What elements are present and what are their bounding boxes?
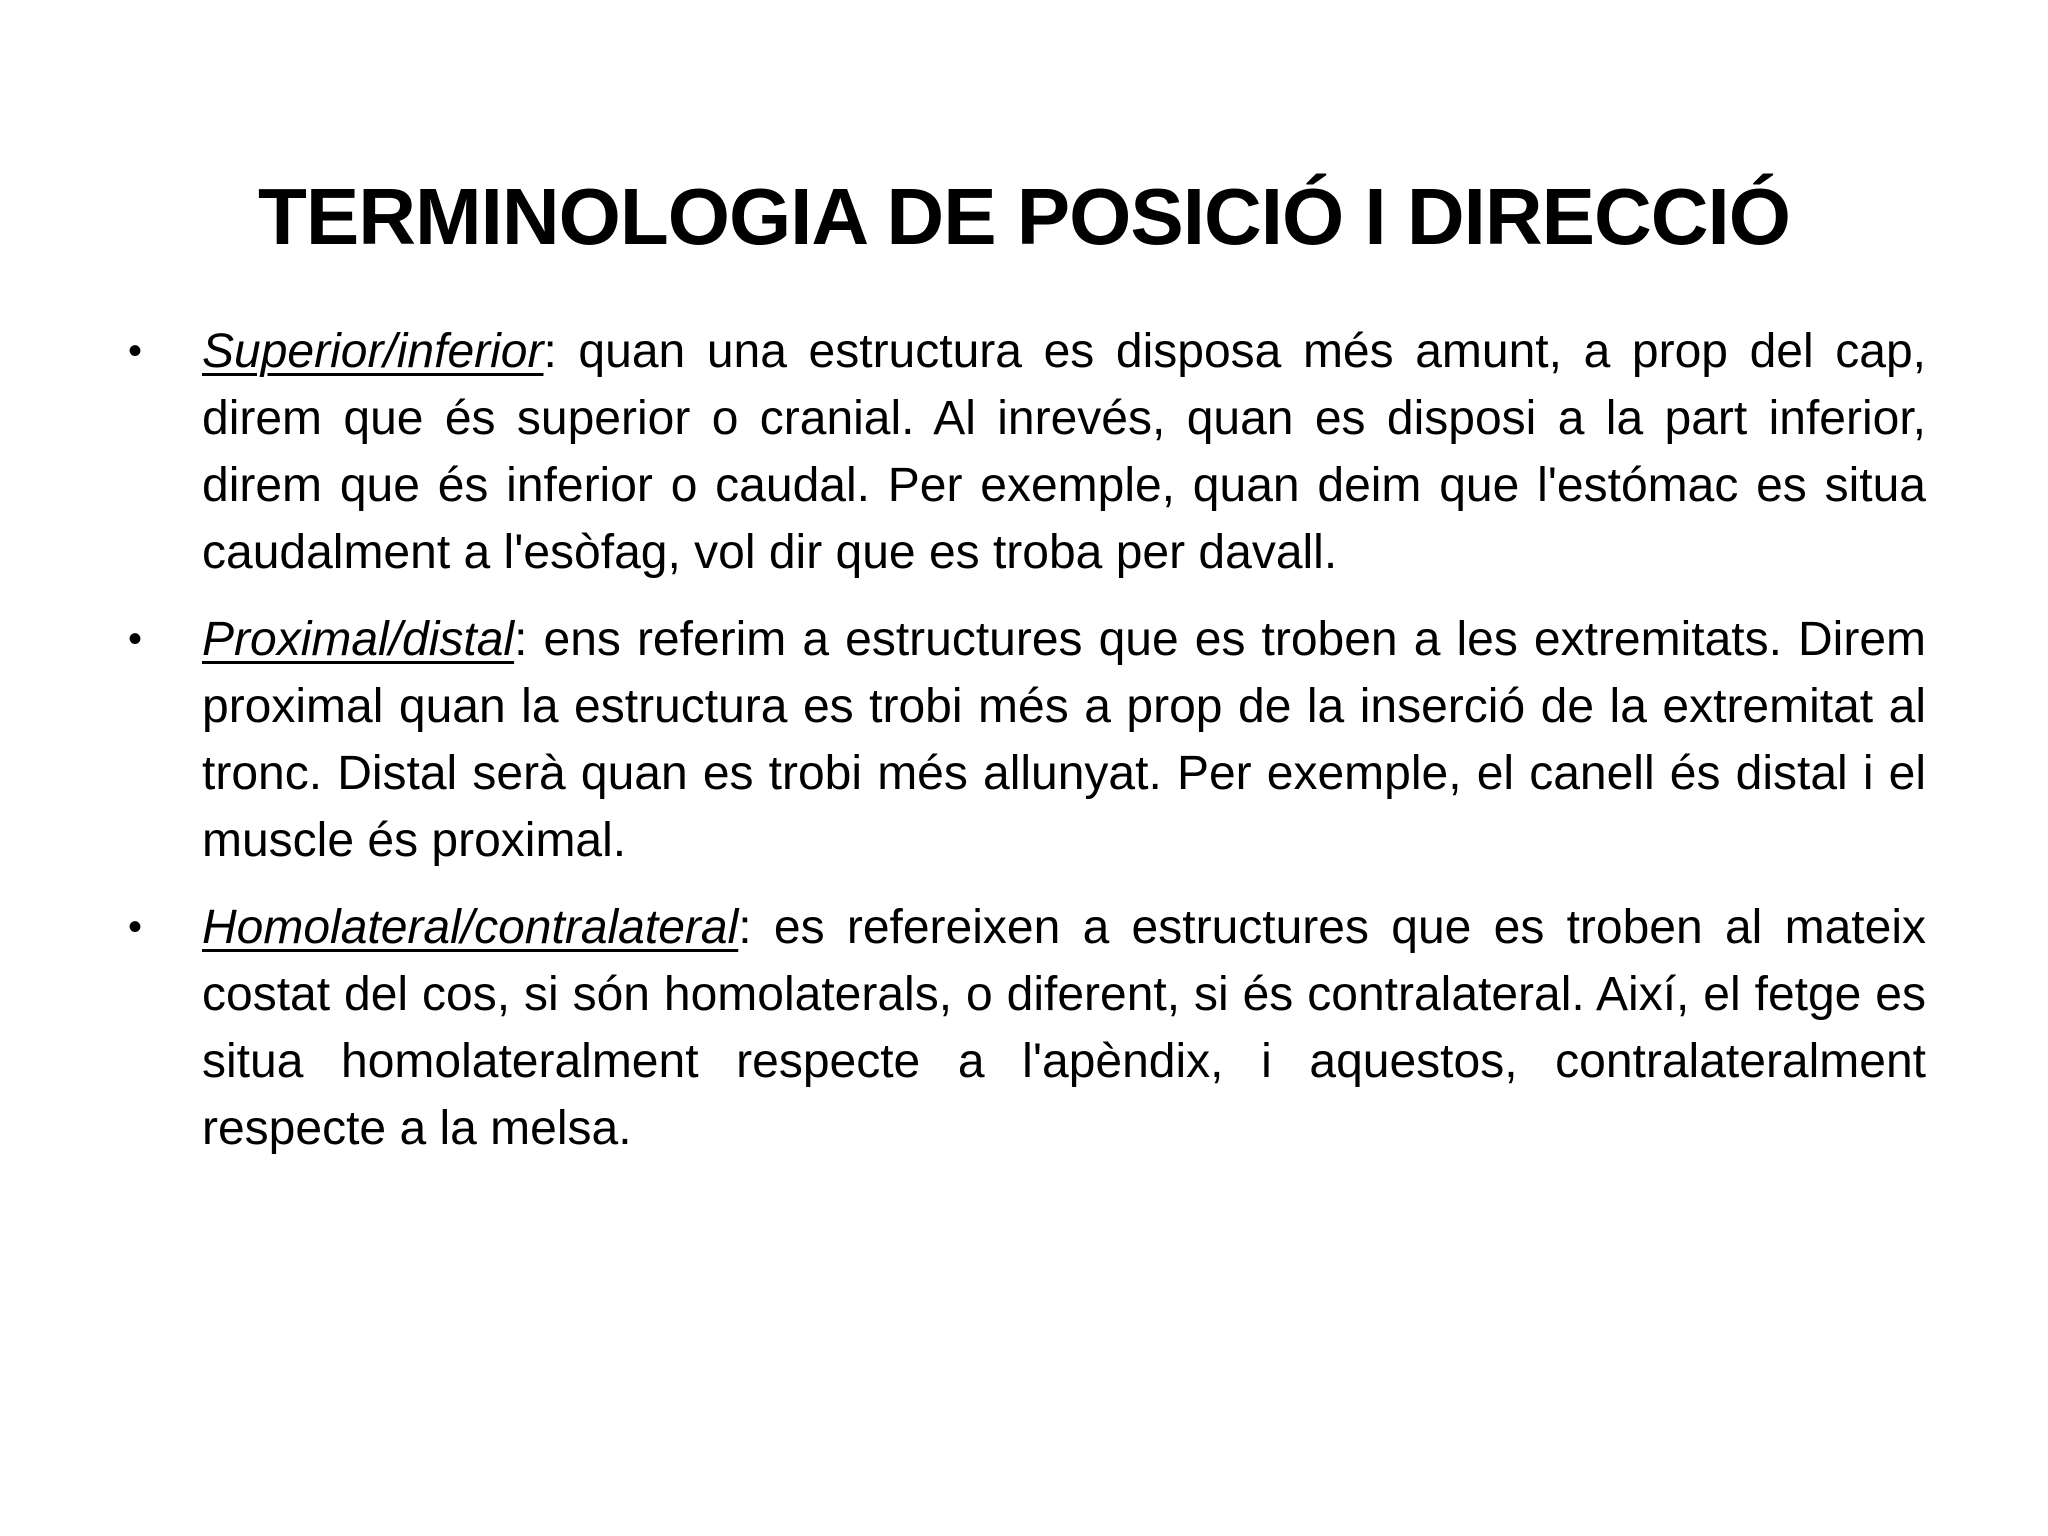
bullet-dot-icon: • — [128, 905, 143, 949]
bullet-dot-icon: • — [128, 329, 143, 373]
term-homolateral-contralateral: Homolateral/contralateral — [202, 901, 739, 954]
definition-superior-inferior: : quan una estructura es disposa més amunt, a prop del cap, direm que és superior o cranial. Al inrevés, quan es disposi a la part inferior, direm que és inferior o caudal. Per exemple, quan deim que l'estómac es situa caudalment a l'esòfag, vol dir que es troba per davall. — [202, 325, 1926, 579]
bullet-item-superior-inferior — [120, 318, 1926, 586]
term-superior-inferior: Superior/inferior — [202, 325, 544, 378]
bullet-list — [120, 318, 1926, 1182]
term-proximal-distal: Proximal/distal — [202, 613, 515, 666]
bullet-item-proximal-distal — [120, 606, 1926, 874]
definition-proximal-distal: : ens referim a estructures que es troben a les extremitats. Direm proximal quan la estructura es trobi més a prop de la inserció de la extremitat al tronc. Distal serà quan es trobi més allunyat. Per exemple, el canell és distal i el muscle és proximal. — [202, 613, 1926, 867]
bullet-dot-icon: • — [128, 617, 143, 661]
bullet-item-homolateral-contralateral — [120, 894, 1926, 1162]
definition-homolateral-contralateral: : es refereixen a estructures que es troben al mateix costat del cos, si són homolaterals, o diferent, si és contralateral. Així, el fetge es situa homolateralment respecte a l'apèndix, i aquestos, contralateralment respecte a la melsa. — [202, 901, 1926, 1155]
slide-title: TERMINOLOGIA DE POSICIÓ I DIRECCIÓ — [257, 172, 1790, 261]
